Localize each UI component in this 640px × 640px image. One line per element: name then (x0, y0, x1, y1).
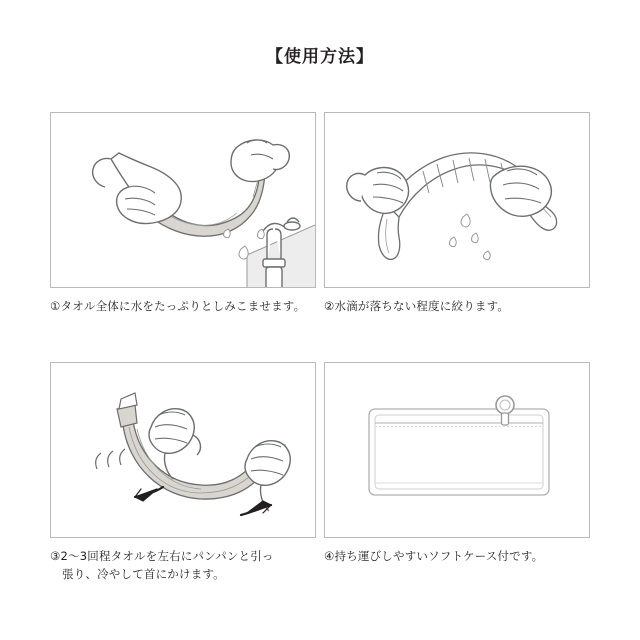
step-2-caption-text: ②水滴が落ちない程度に絞ります。 (324, 299, 510, 313)
step-4-caption-text: ④持ち運びしやすいソフトケース付です。 (324, 549, 544, 563)
step-item-1 (50, 112, 316, 316)
step-1-illustration-panel (50, 112, 316, 288)
step-3-caption-text-line2: 張り、冷やして首にかけます。 (62, 566, 225, 581)
hands-wringing-towel-icon (325, 113, 589, 287)
step-item-3 (50, 362, 316, 584)
step-3-illustration-panel (50, 362, 316, 538)
step-2-caption (324, 298, 590, 316)
step-4-illustration-panel (324, 362, 590, 538)
step-1-caption (50, 298, 316, 316)
step-2-illustration-panel (324, 112, 590, 288)
step-1-caption-text: ①タオル全体に水をたっぷりとしみこませます。 (50, 299, 306, 313)
step-item-2 (324, 112, 590, 316)
hands-soaking-towel-under-faucet-icon (51, 113, 315, 287)
step-item-4 (324, 362, 590, 566)
step-4-caption (324, 548, 590, 566)
soft-case-pouch-with-zipper-icon (325, 363, 589, 537)
step-3-caption (50, 548, 316, 584)
step-3-caption-text: ③2〜3回程タオルを左右にパンパンと引っ (50, 549, 274, 563)
page-title: 【使用方法】 (266, 47, 374, 67)
hands-snapping-towel-icon (51, 363, 315, 537)
